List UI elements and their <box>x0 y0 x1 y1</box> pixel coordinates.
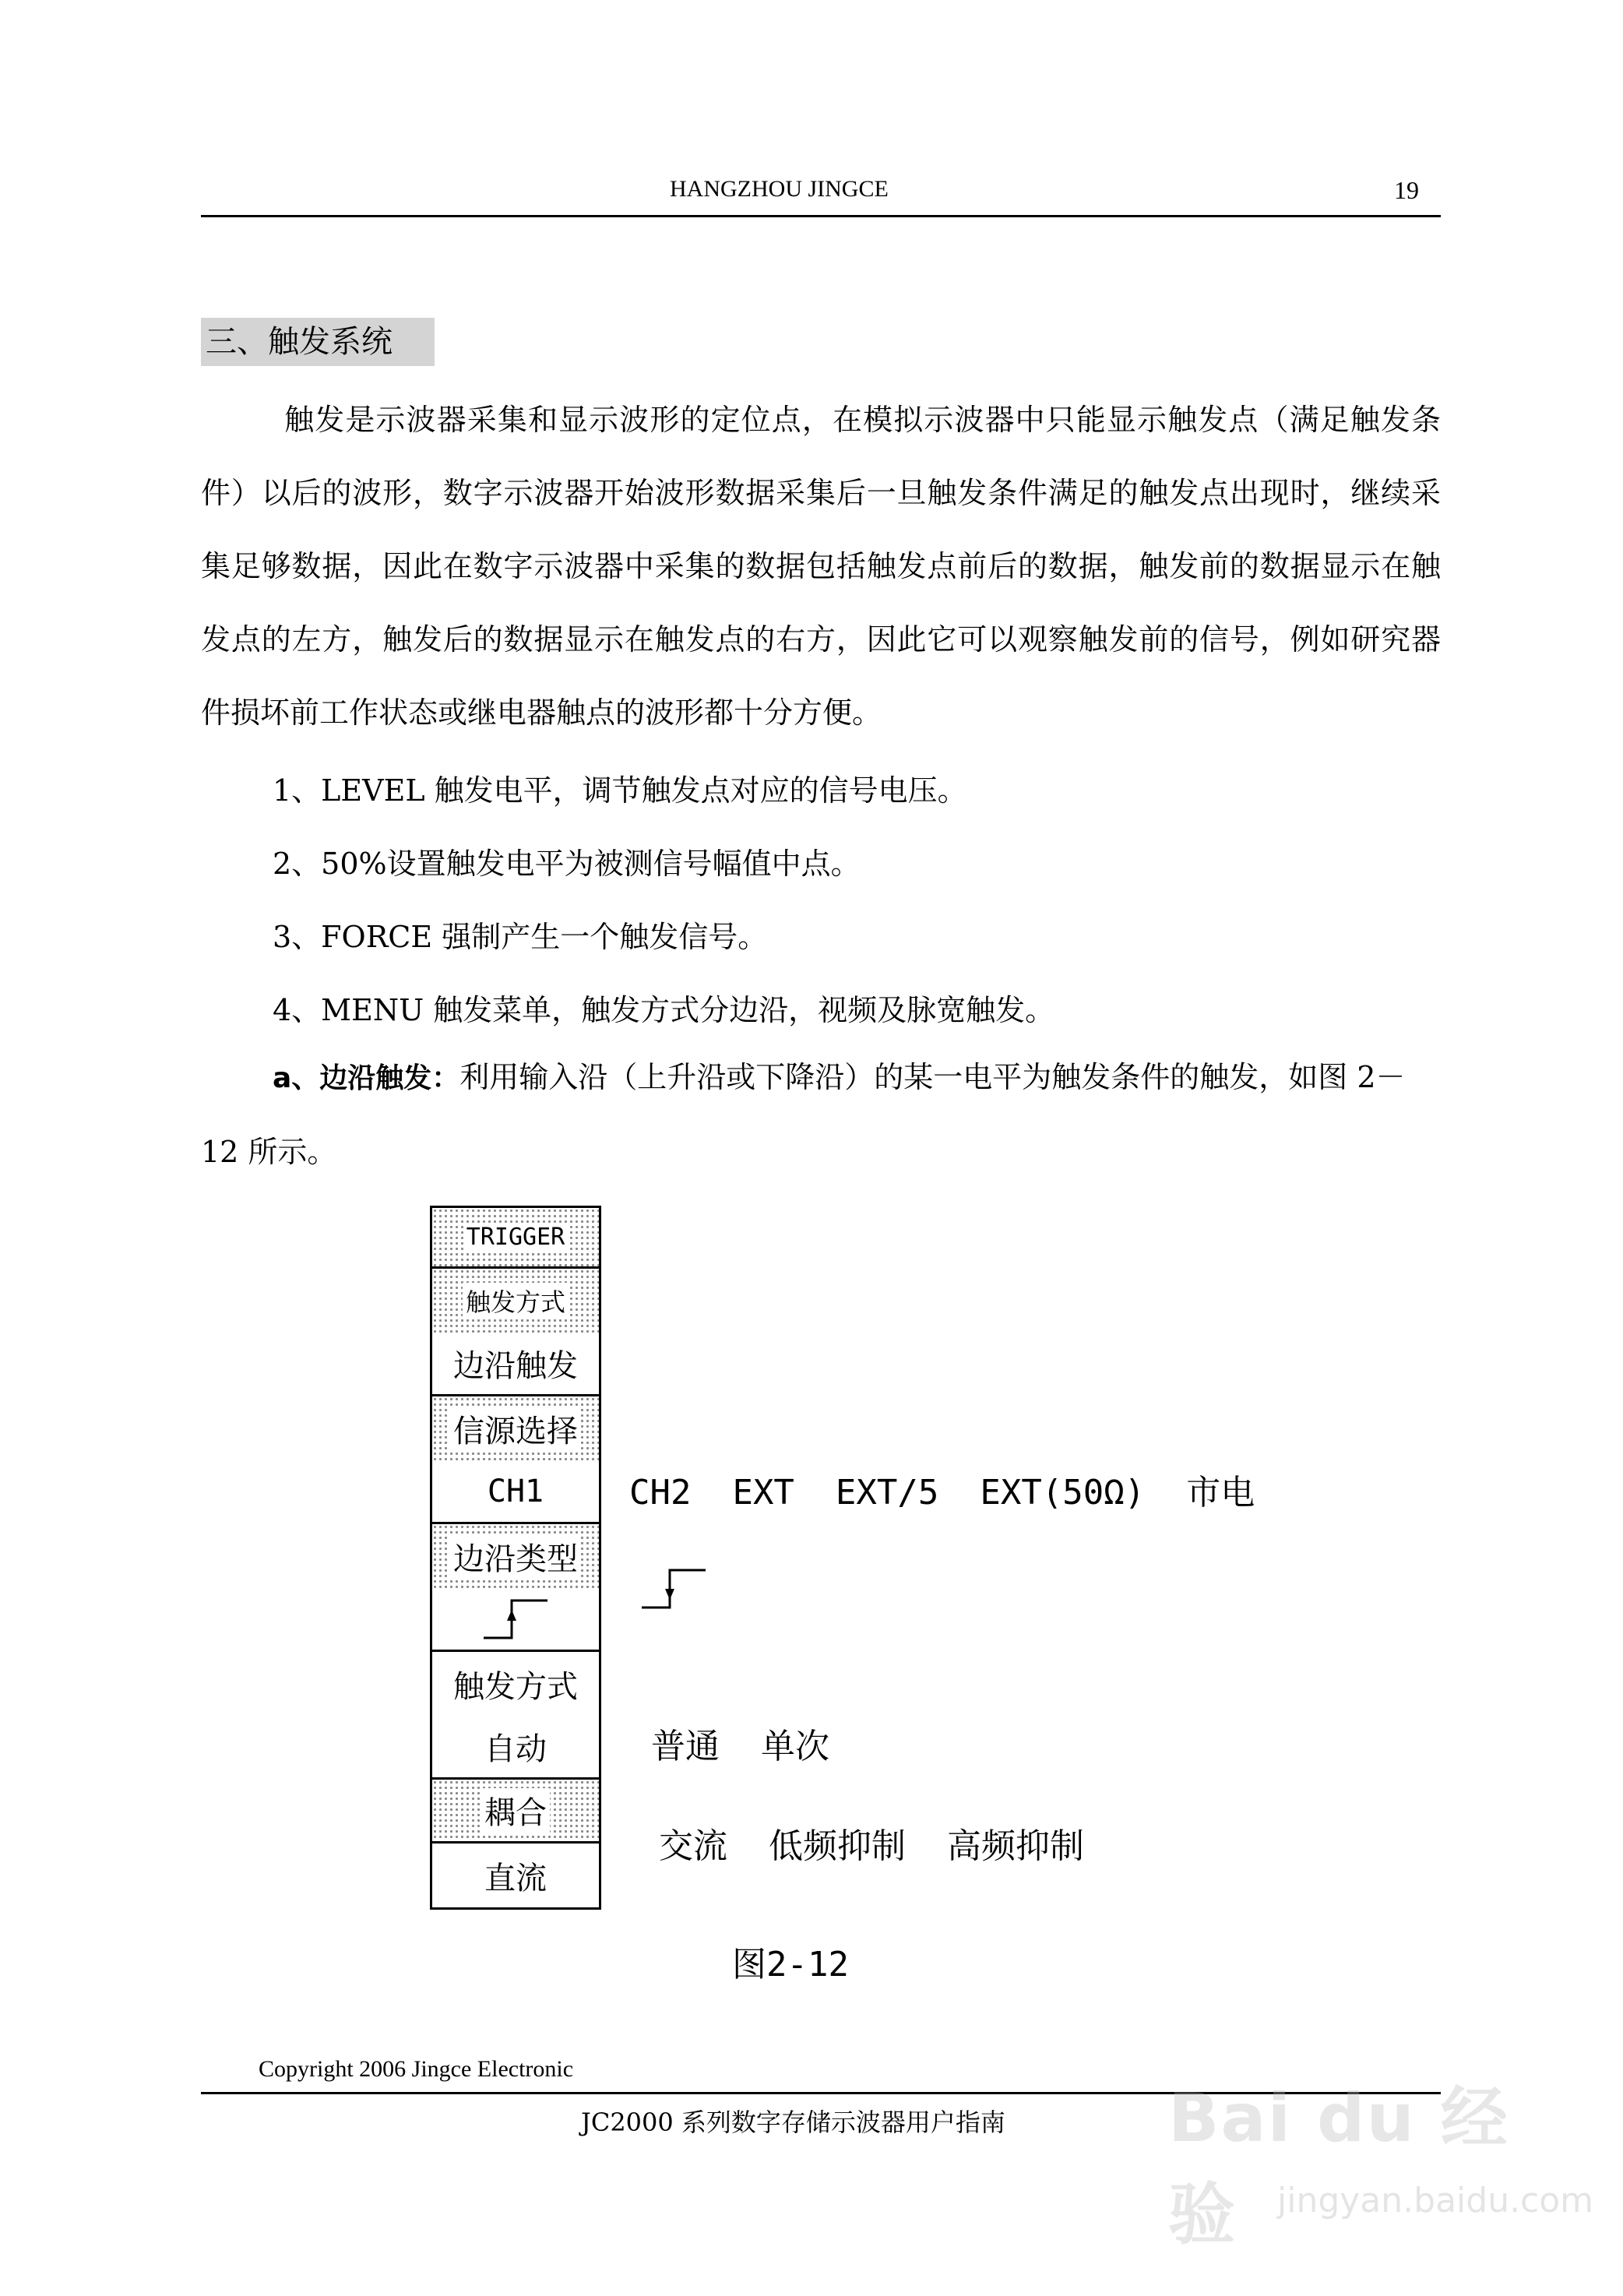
list-item-force: 3、FORCE 强制产生一个触发信号。 <box>273 920 768 954</box>
menu-coupling-value: 直流 <box>484 1860 547 1896</box>
footer-copyright: Copyright 2006 Jingce Electronic <box>259 2056 574 2082</box>
list-item-fifty-percent: 2、50%设置触发电平为被测信号幅值中点。 <box>273 847 861 881</box>
header-title: HANGZHOU JINGCE <box>670 176 889 202</box>
edge-trigger-text: 利用输入沿（上升沿或下降沿）的某一电平为触发条件的触发，如图 2－12 所示。 <box>201 1060 1406 1169</box>
menu-title-text: TRIGGER <box>463 1224 568 1251</box>
section-title: 三、触发系统 <box>201 318 435 366</box>
footer-title: JC2000 系列数字存储示波器用户指南 <box>581 2108 1005 2137</box>
menu-source-value: CH1 <box>432 1460 599 1524</box>
edge-trigger-paragraph <box>201 1041 1441 1188</box>
menu-slope-label-text: 边沿类型 <box>450 1534 581 1579</box>
coupling-options: 交流 低频抑制 高频抑制 <box>659 1826 1084 1866</box>
menu-mode-label: 触发方式 <box>453 1668 578 1705</box>
figure-caption: 图2-12 <box>732 1945 849 1984</box>
header-rule <box>201 215 1441 217</box>
list-item-level: 1、LEVEL 触发电平，调节触发点对应的信号电压。 <box>273 773 967 808</box>
menu-coupling-label-text: 耦合 <box>481 1788 550 1833</box>
intro-text: 触发是示波器采集和显示波形的定位点，在模拟示波器中只能显示触发点（满足触发条件）以后的波形，数字示波器开始波形数据采集后一旦触发条件满足的触发点出现时，继续采集足够数据，因此在数字示波器中采集的数据包括触发点前后的数据，触发前的数据显示在触发点的左方，触发后的数据显示在触发点的右方，因此它可以观察触发前的信号，例如研究器件损坏前工作状态或继电器触点的波形都十分方便。 <box>201 403 1441 730</box>
menu-type-label <box>432 1269 599 1333</box>
source-options: CH2 EXT EXT/5 EXT(50Ω) 市电 <box>629 1473 1255 1512</box>
menu-source-label <box>432 1396 599 1460</box>
menu-slope-label <box>432 1524 599 1588</box>
menu-coupling-label <box>432 1780 599 1843</box>
edge-trigger-label: a、边沿触发： <box>273 1062 460 1094</box>
menu-slope-value <box>432 1588 599 1652</box>
menu-source-label-text: 信源选择 <box>450 1407 581 1451</box>
list-item-menu: 4、MENU 触发菜单，触发方式分边沿，视频及脉宽触发。 <box>273 993 1055 1027</box>
falling-edge-icon <box>639 1565 709 1615</box>
watermark-brand: Bai du 经验 <box>1168 2079 1509 2254</box>
intro-paragraph <box>201 383 1441 749</box>
trigger-menu <box>430 1206 601 1910</box>
menu-type-value: 边沿触发 <box>432 1333 599 1396</box>
page-number: 19 <box>1394 176 1419 204</box>
menu-type-label-text: 触发方式 <box>463 1283 569 1319</box>
falling-edge-option <box>639 1565 709 1618</box>
rising-edge-icon <box>481 1596 551 1643</box>
watermark-url: jingyan.baidu.com <box>1277 2181 1594 2220</box>
menu-title <box>432 1208 599 1269</box>
mode-options: 普通 单次 <box>651 1727 829 1766</box>
menu-mode-value: 自动 <box>432 1716 599 1780</box>
